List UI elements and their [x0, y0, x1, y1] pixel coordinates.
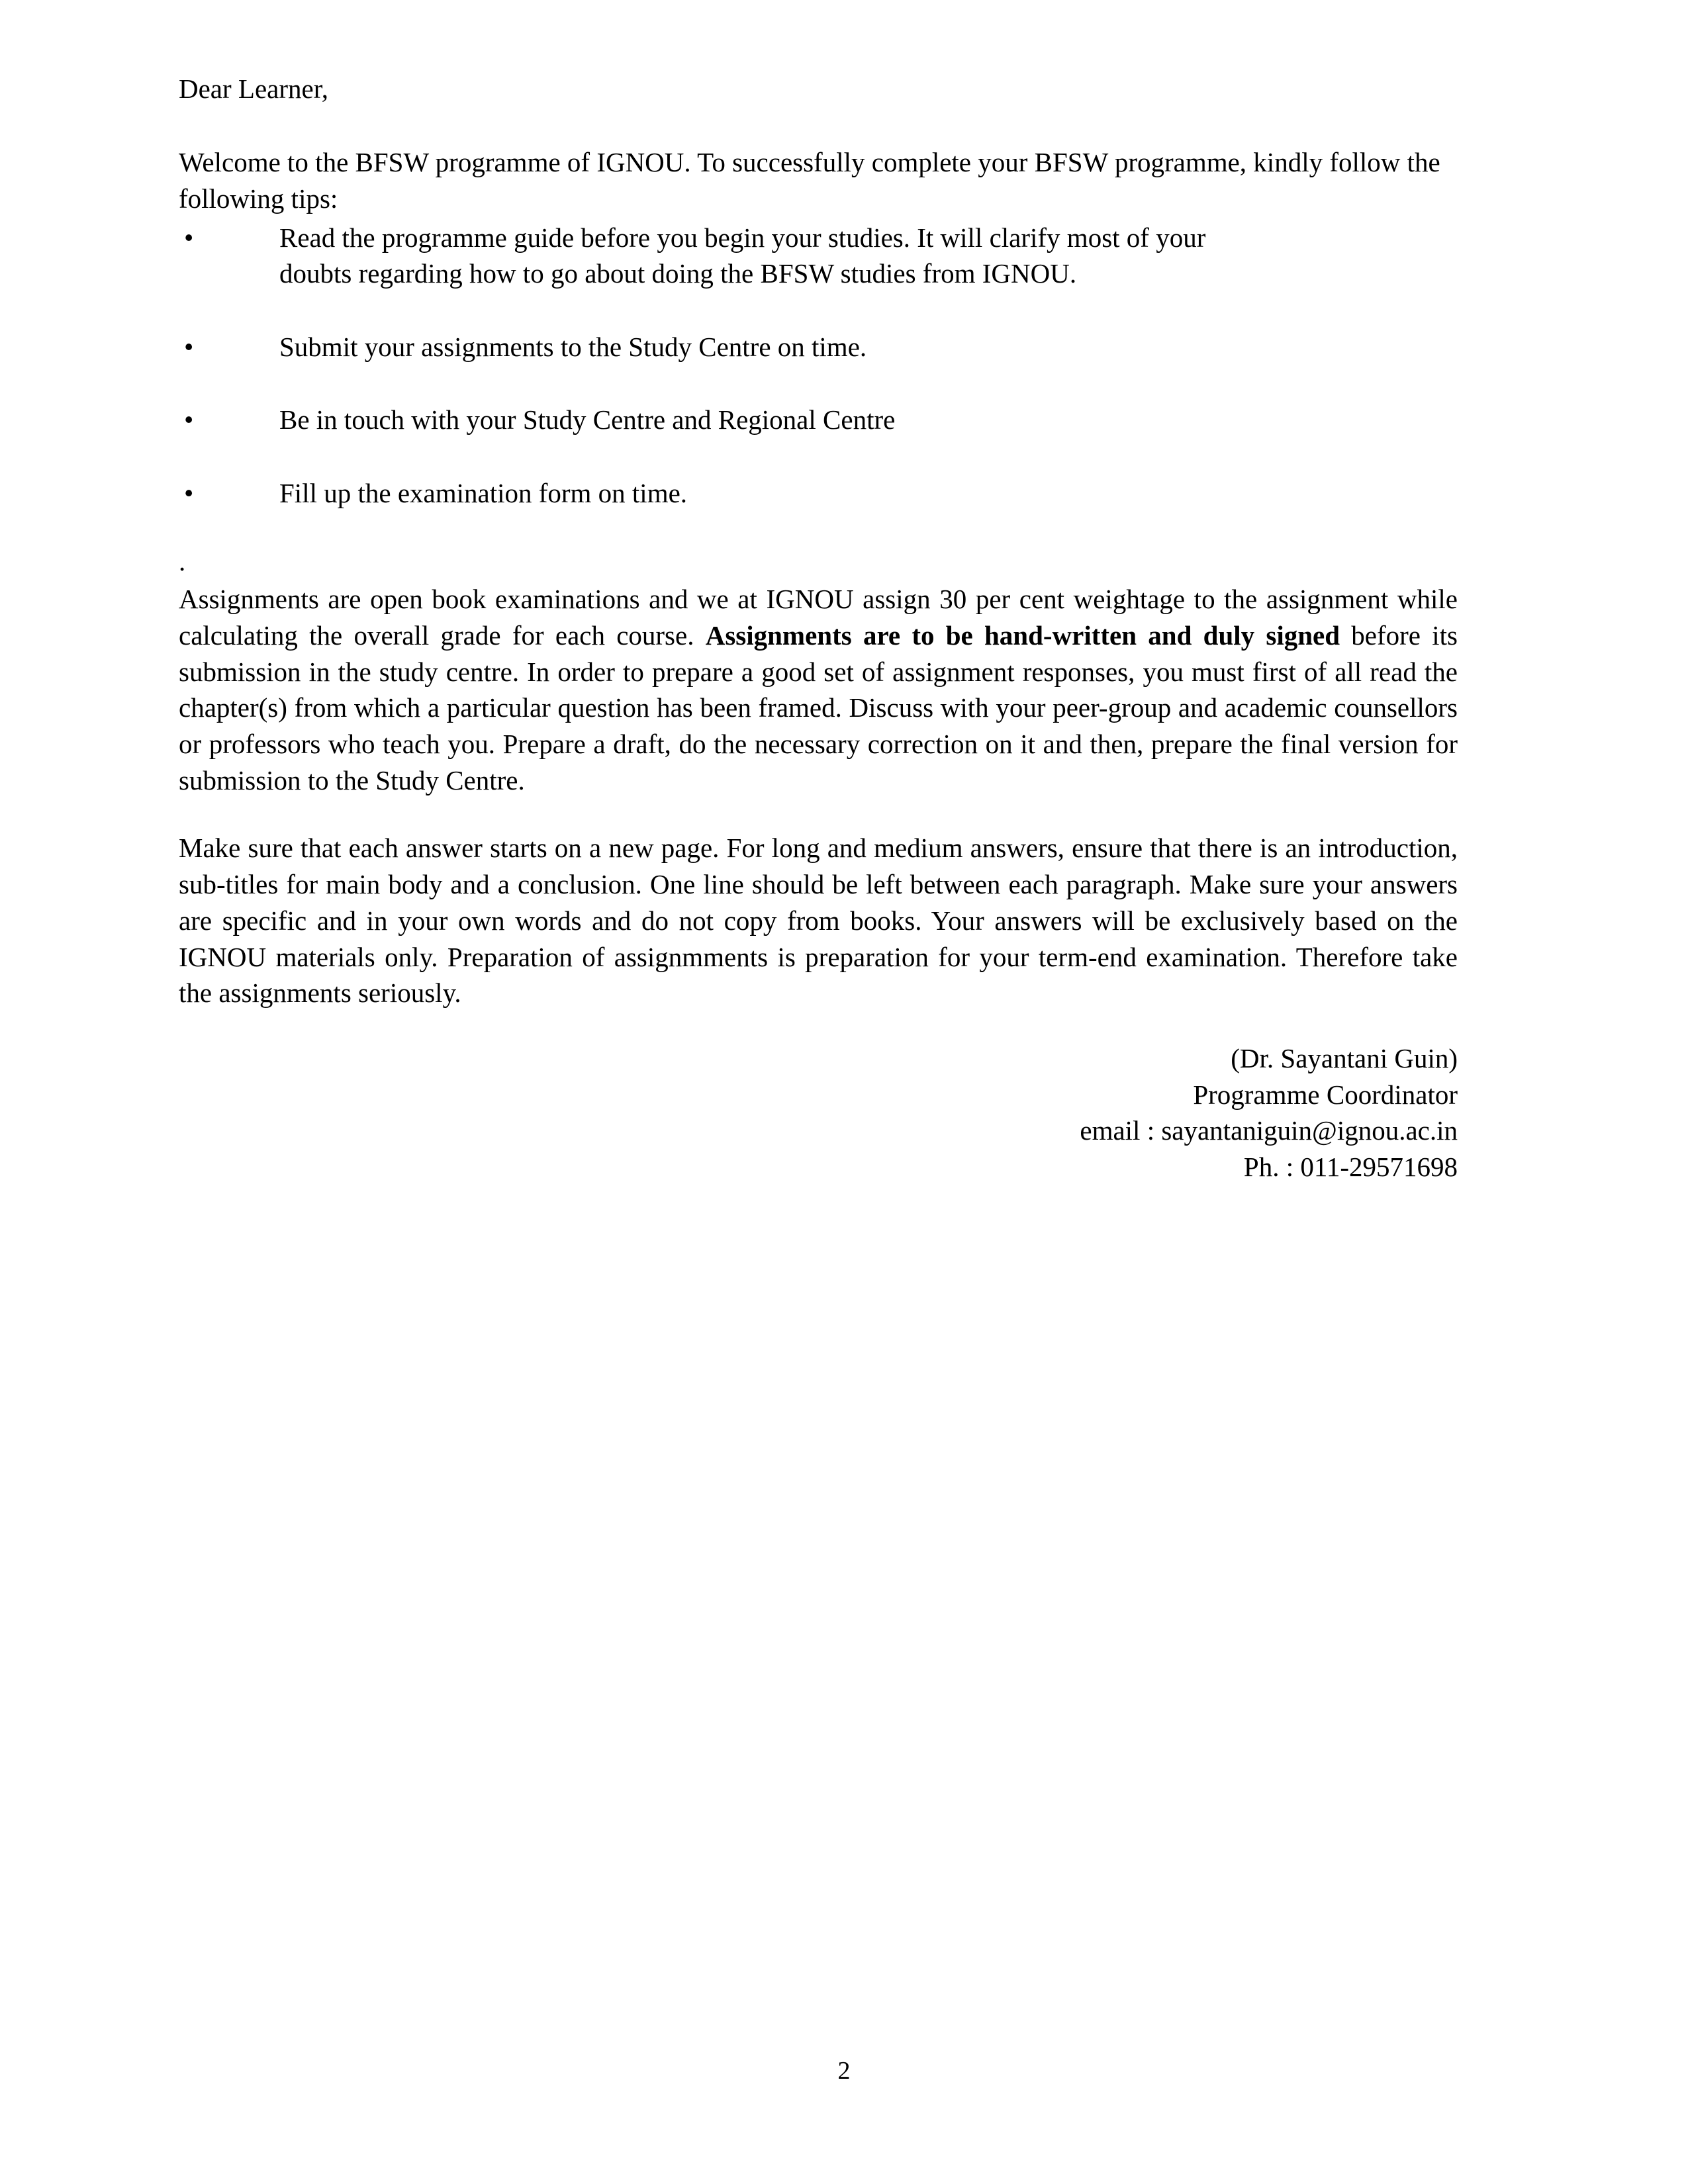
signatory-email: email : sayantaniguin@ignou.ac.in: [1080, 1115, 1458, 1146]
bullet-icon: •: [184, 477, 194, 508]
list-item: [179, 475, 1259, 512]
list-item-text: Be in touch with your Study Centre and Regional Centre: [279, 404, 896, 435]
stray-period-mark: .: [179, 546, 186, 577]
signature-block: [179, 1040, 1458, 1185]
assignments-text-part2: before its submission in the study centre. In order to prepare a good set of assignment responses, you must first of all read the chapter(s) from which a particular question has been framed. Discuss with your peer-group and academic counsellors or professors who teach you. Prepare a draft, do the necessary correction on it and then, prepare the final version for submission to the Study Centre.: [179, 619, 1458, 796]
bullet-icon: •: [184, 331, 194, 362]
list-item: [179, 402, 1259, 438]
tips-list: [179, 220, 1458, 512]
assignments-paragraph: [179, 581, 1458, 798]
letter-body: [179, 71, 1458, 1185]
salutation: Dear Learner,: [179, 73, 328, 104]
page-number: 2: [837, 2057, 851, 2085]
answers-paragraph: Make sure that each answer starts on a new page. For long and medium answers, ensure that there is an introduction, sub-titles for main body and a conclusion. One line should be left between each paragraph. Make sure your answers are specific and in your own words and do not copy from books. Your answers will be exclusively based on the IGNOU materials only. Preparation of assignmments is preparation for your term-end examination. Therefore take the assignments seriously.: [179, 833, 1458, 1009]
list-item-text: Read the programme guide before you begin your studies. It will clarify most of your doubts regarding how to go about doing the BFSW studies from IGNOU.: [279, 222, 1206, 289]
assignments-bold-clause: Assignments are to be hand-written and duly signed: [705, 619, 1340, 651]
list-item: [179, 329, 1259, 365]
signatory-designation: Programme Coordinator: [1193, 1079, 1458, 1110]
bullet-icon: •: [184, 404, 194, 435]
intro-paragraph: Welcome to the BFSW programme of IGNOU. To successfully complete your BFSW programme, kindly follow the following tips:: [179, 147, 1440, 214]
list-item: [179, 220, 1259, 292]
list-item-text: Fill up the examination form on time.: [279, 477, 688, 508]
signatory-phone: Ph. : 011-29571698: [1243, 1151, 1458, 1182]
assignments-text-part1: Assignments are open book examinations and we at IGNOU assign 30 per cent weightage to the assignment while calculating the overall grade for each course.: [179, 584, 1458, 651]
list-item-text: Submit your assignments to the Study Centre on time.: [279, 331, 867, 362]
bullet-icon: •: [184, 222, 194, 253]
signatory-name: (Dr. Sayantani Guin): [1231, 1043, 1458, 1074]
